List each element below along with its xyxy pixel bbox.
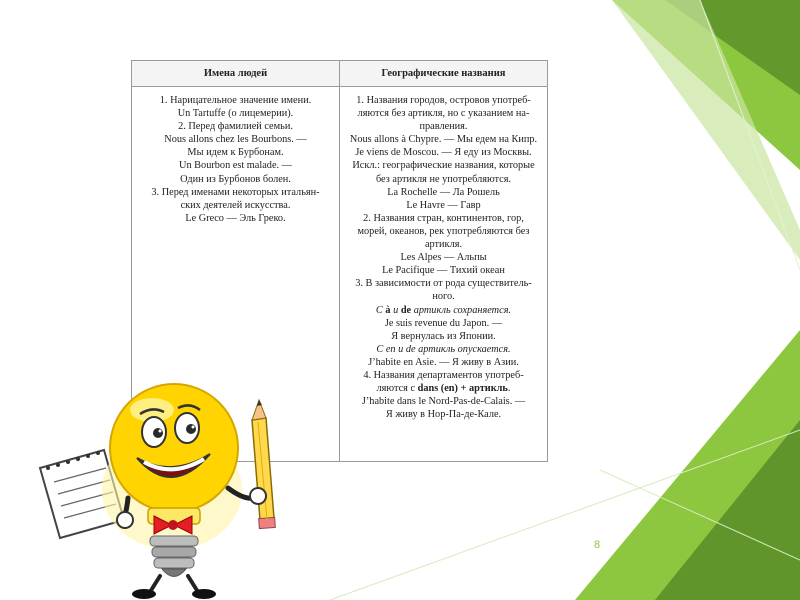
text-fragment: артикль сохраняется. — [411, 304, 512, 316]
cell-line: правления. — [419, 121, 468, 133]
cell-line: Un Bourbon est malade. — — [179, 160, 292, 172]
header-people-names: Имена людей — [203, 68, 268, 79]
cell-line: La Rochelle — Ла Рошель — [387, 186, 500, 198]
cell-line: J’habite en Asie. — Я живу в Азии. — [368, 356, 519, 368]
cell-line: 3. В зависимости от рода существитель- — [355, 278, 532, 290]
lightbulb-mascot — [32, 370, 302, 600]
cell-line: 2. Перед фамилией семьи. — [178, 121, 293, 133]
cell-line: Я вернулась из Японии. — [391, 330, 496, 342]
cell-line: Nous allons à Chypre. — Мы едем на Кипр. — [349, 134, 538, 146]
cell-line: Le Pacifique — Тихий океан — [382, 265, 505, 277]
legs — [150, 576, 198, 592]
cell-line: 3. Перед именами некоторых итальян- — [151, 186, 320, 198]
bulb-head — [110, 384, 238, 512]
text-fragment: . — [507, 383, 511, 395]
cell-line: морей, океанов, рек употребляются без — [357, 225, 530, 237]
cell-line: Я живу в Нор-Па-де-Кале. — [385, 409, 502, 421]
right-hand — [250, 488, 266, 504]
header-geographic-names: Географические названия — [339, 61, 547, 86]
cell-line: ляются без артикля, но с указанием на- — [357, 108, 530, 120]
column-geography — [339, 87, 547, 461]
cell-line: Un Tartuffe (о лицемерии). — [177, 108, 294, 120]
table-header — [132, 61, 547, 87]
cell-line: Nous allons chez les Bourbons. — — [164, 134, 307, 146]
bold-fragment: de — [400, 304, 412, 316]
cell-line: 1. Названия городов, островов употреб- — [356, 95, 531, 106]
cell-line: Один из Бурбонов болен. — [180, 173, 291, 185]
text-fragment: С — [375, 304, 386, 316]
cell-line: J’habite dans le Nord-Pas-de-Calais. — — [361, 396, 526, 408]
cell-line: 1. Нарицательное значение имени. — [159, 95, 312, 106]
cell-line: Je suis revenue du Japon. — — [384, 317, 503, 329]
cell-line: Les Alpes — Альпы — [400, 252, 487, 264]
cell-line: Je viens de Moscou. — Я еду из Москвы. — [355, 147, 532, 159]
text-fragment: и — [390, 304, 401, 316]
cell-line: 4. Названия департаментов употреб- — [363, 369, 524, 381]
bulb-screw-base — [150, 536, 198, 577]
bold-fragment: à — [385, 304, 391, 316]
cell-line: Le Greco — Эль Греко. — [185, 212, 286, 224]
left-hand — [117, 512, 133, 528]
cell-line: артикля. — [424, 239, 463, 251]
cell-line: Мы идем к Бурбонам. — [187, 147, 284, 159]
cell-line-italic: С en и de артикль опускается. — [376, 343, 511, 355]
cell-line-bold — [345, 382, 542, 395]
cell-line: Le Havre — Гавр — [406, 199, 481, 211]
slide-number: 8 — [594, 539, 601, 551]
pencil-icon — [252, 400, 275, 529]
text-fragment: ляются с — [376, 383, 418, 395]
cell-line: ного. — [432, 291, 455, 303]
cell-line: без артикля не употребляются. — [375, 173, 512, 185]
cell-line-italic — [345, 304, 542, 317]
cell-line: Искл.: географические названия, которые — [352, 160, 535, 172]
bold-fragment: dans (en) + артикль — [417, 383, 508, 395]
cell-line: ских деятелей искусства. — [180, 199, 291, 211]
cell-line: 2. Названия стран, континентов, гор, — [363, 212, 524, 224]
